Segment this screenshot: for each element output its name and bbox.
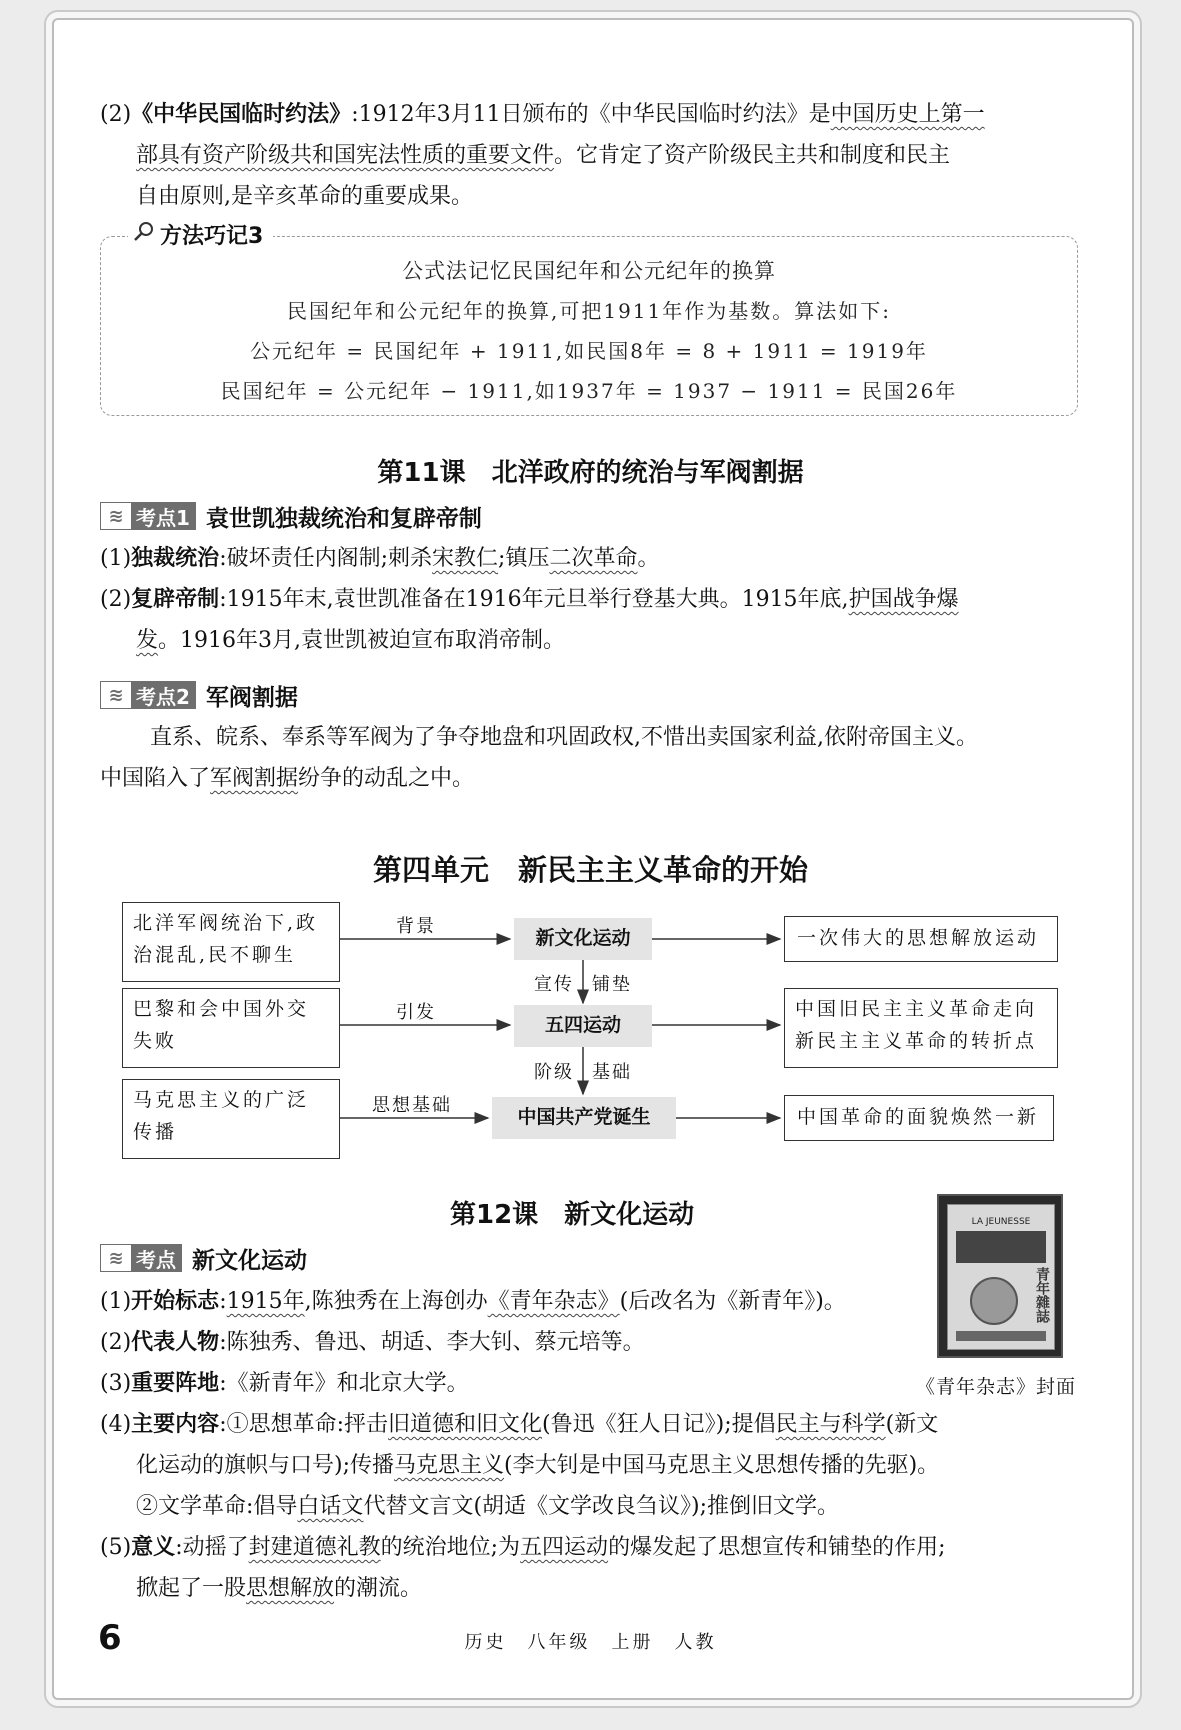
flow-left-box-1: 北洋军阀统治下,政治混乱,民不聊生 [122, 902, 340, 982]
text-run: 。 [637, 546, 660, 571]
text-run: : [219, 1289, 227, 1314]
point-1 [100, 1281, 1090, 1322]
unit-4-title: 第四单元 新民主主义革命的开始 [372, 853, 808, 887]
text-run: 的爆发起了思想宣传和铺垫的作用; [608, 1535, 946, 1560]
item-index: (5) [100, 1535, 132, 1560]
text-run: :1915年末,袁世凯准备在1916年元旦举行登基大典。1915年底, [219, 587, 849, 612]
kaodian-badge [100, 1244, 182, 1272]
item-heading: 重要阵地 [131, 1371, 220, 1396]
emphasis-text: 马克思主义 [394, 1453, 505, 1478]
flow-left-box-3: 马克思主义的广泛传播 [122, 1079, 340, 1159]
arrow-label-2: 引发 [396, 1002, 436, 1023]
text-run: 中国陷入了 [100, 766, 211, 791]
method-heading-text: 方法巧记3 [160, 224, 264, 249]
text-run: (鲁迅《狂人日记》);提倡 [542, 1412, 776, 1437]
item-index: (4) [100, 1412, 132, 1437]
text-run: :陈独秀、鲁迅、胡适、李大钊、蔡元培等。 [219, 1330, 645, 1355]
emphasis-text: 宋教仁 [432, 546, 499, 571]
point-5 [100, 1527, 1090, 1568]
item-index: (2) [100, 1330, 132, 1355]
kaodian-title: 袁世凯独裁统治和复辟帝制 [205, 505, 482, 532]
emphasis-text: 五四运动 [520, 1535, 609, 1560]
emphasis-text: 旧道德和旧文化 [388, 1412, 543, 1437]
text-run: :破坏责任内阁制;刺杀 [219, 546, 433, 571]
emphasis-text: 思想解放 [246, 1576, 335, 1601]
flow-right-box-2: 中国旧民主主义革命走向新民主主义革命的转折点 [784, 988, 1058, 1068]
kaodian-badge-label: 考点2 [136, 684, 190, 709]
lesson-12-points [100, 1281, 1090, 1609]
point-4-line-2 [100, 1445, 1090, 1486]
text-run: 。1916年3月,袁世凯被迫宣布取消帝制。 [158, 628, 565, 653]
flow-center-may-fourth: 五四运动 [514, 1005, 652, 1047]
flow-left-box-2: 巴黎和会中国外交失败 [122, 988, 340, 1068]
method-line-2: 公元纪年 = 民国纪年 + 1911,如民国8年 = 8 + 1911 = 1919年 [250, 339, 928, 363]
item-heading: 主要内容 [131, 1412, 220, 1437]
emphasis-text: 部具有资产阶级共和国宪法性质的重要文件 [136, 143, 555, 168]
flow-center-cpc-birth: 中国共产党诞生 [492, 1097, 676, 1139]
text-run: 纷争的动乱之中。 [298, 766, 475, 791]
cover-caption: 《青年杂志》封面 [916, 1376, 1077, 1398]
text-run: 。它肯定了资产阶级民主共和制度和民主 [554, 143, 951, 168]
method-title: 公式法记忆民国纪年和公元纪年的换算 [402, 259, 776, 283]
emphasis-text: 中国历史上第一 [830, 102, 985, 127]
item-index: (3) [100, 1371, 132, 1396]
item-index: (2) [100, 102, 132, 127]
vertical-label-2a: 阶级 [534, 1062, 574, 1083]
emphasis-text: 二次革命 [549, 546, 638, 571]
kaodian-header [100, 1243, 307, 1273]
emphasis-text: 护国战争爆 [848, 587, 959, 612]
emphasis-text: 发 [136, 628, 159, 653]
emphasis-text: 白话文 [297, 1494, 364, 1519]
text-run: :①思想革命:抨击 [219, 1412, 389, 1437]
kaodian-title: 军阀割据 [205, 684, 298, 711]
vertical-label-2b: 基础 [592, 1062, 632, 1083]
arrow-label-3: 思想基础 [372, 1095, 452, 1116]
point-3 [100, 1363, 1090, 1404]
item-index: (1) [100, 1289, 132, 1314]
text-run: ②文学革命:倡导 [136, 1494, 298, 1519]
item-index: (2) [100, 587, 132, 612]
text-run: 化运动的旗帜与口号);传播 [136, 1453, 394, 1478]
kaodian-badge-label: 考点1 [136, 505, 190, 530]
item-heading: 代表人物 [131, 1330, 220, 1355]
arrow-label-1: 背景 [396, 916, 436, 937]
text-run: (新文 [885, 1412, 939, 1437]
emphasis-text: 《青年杂志》 [487, 1289, 620, 1314]
text-run: ,陈独秀在上海创办 [304, 1289, 488, 1314]
item-heading: 复辟帝制 [131, 587, 220, 612]
waves-icon: ≋ [100, 502, 132, 530]
item-heading: 独裁统治 [131, 546, 220, 571]
point-2 [100, 1322, 1090, 1363]
text-run: 代替文言文(胡适《文学改良刍议》);推倒旧文学。 [363, 1494, 840, 1519]
text-run: :动摇了 [175, 1535, 249, 1560]
emphasis-text: 军阀割据 [210, 766, 299, 791]
para-line: 直系、皖系、奉系等军阀为了争夺地盘和巩固政权,不惜出卖国家利益,依附帝国主义。 [150, 725, 978, 750]
text-run: :《新青年》和北京大学。 [219, 1371, 469, 1396]
item-heading: 意义 [131, 1535, 176, 1560]
emphasis-text: 封建道德礼教 [248, 1535, 381, 1560]
vertical-label-1a: 宣传 [534, 974, 574, 995]
text-run: (李大钊是中国马克思主义思想传播的先驱)。 [504, 1453, 940, 1478]
emphasis-text: 民主与科学 [775, 1412, 886, 1437]
flow-center-new-culture: 新文化运动 [514, 918, 652, 960]
cover-title-vertical: 青年雜誌 [1034, 1267, 1050, 1323]
text-run: 的统治地位;为 [380, 1535, 521, 1560]
item-heading: 开始标志 [131, 1289, 220, 1314]
point-4-line-3 [100, 1486, 1090, 1527]
text-run: (后改名为《新青年》)。 [619, 1289, 846, 1314]
waves-icon: ≋ [100, 1244, 132, 1272]
kaodian-badge-label: 考点 [136, 1247, 176, 1272]
footer-text: 历史 八年级 上册 人教 [464, 1632, 717, 1653]
point-4 [100, 1404, 1090, 1445]
page-number: 6 [98, 1618, 122, 1658]
lesson-12-title: 第12课 新文化运动 [450, 1200, 695, 1230]
text-run: 的潮流。 [334, 1576, 423, 1601]
item-heading: 《中华民国临时约法》 [131, 102, 352, 127]
lesson-11-title: 第11课 北洋政府的统治与军阀割据 [377, 458, 804, 488]
cover-portrait-row [956, 1231, 1046, 1263]
point-5-line-2 [100, 1568, 1090, 1609]
text-run: 掀起了一股 [136, 1576, 247, 1601]
cover-masthead: LA JEUNESSE [971, 1217, 1031, 1227]
method-line-3: 民国纪年 = 公元纪年 − 1911,如1937年 = 1937 − 1911 = 民国26年 [220, 379, 958, 403]
para-line: 自由原则,是辛亥革命的重要成果。 [136, 184, 473, 209]
text-run: :1912年3月11日颁布的《中华民国临时约法》是 [351, 102, 831, 127]
kaodian-title: 新文化运动 [192, 1247, 307, 1274]
waves-icon: ≋ [100, 681, 132, 709]
vertical-label-1b: 铺垫 [592, 974, 632, 995]
flow-right-box-1: 一次伟大的思想解放运动 [784, 916, 1058, 962]
text-run: ;镇压 [498, 546, 550, 571]
method-line-1: 民国纪年和公元纪年的换算,可把1911年作为基数。算法如下: [287, 299, 891, 323]
flow-right-box-3: 中国革命的面貌焕然一新 [784, 1095, 1054, 1141]
emphasis-text: 1915年 [226, 1289, 305, 1314]
item-index: (1) [100, 546, 132, 571]
